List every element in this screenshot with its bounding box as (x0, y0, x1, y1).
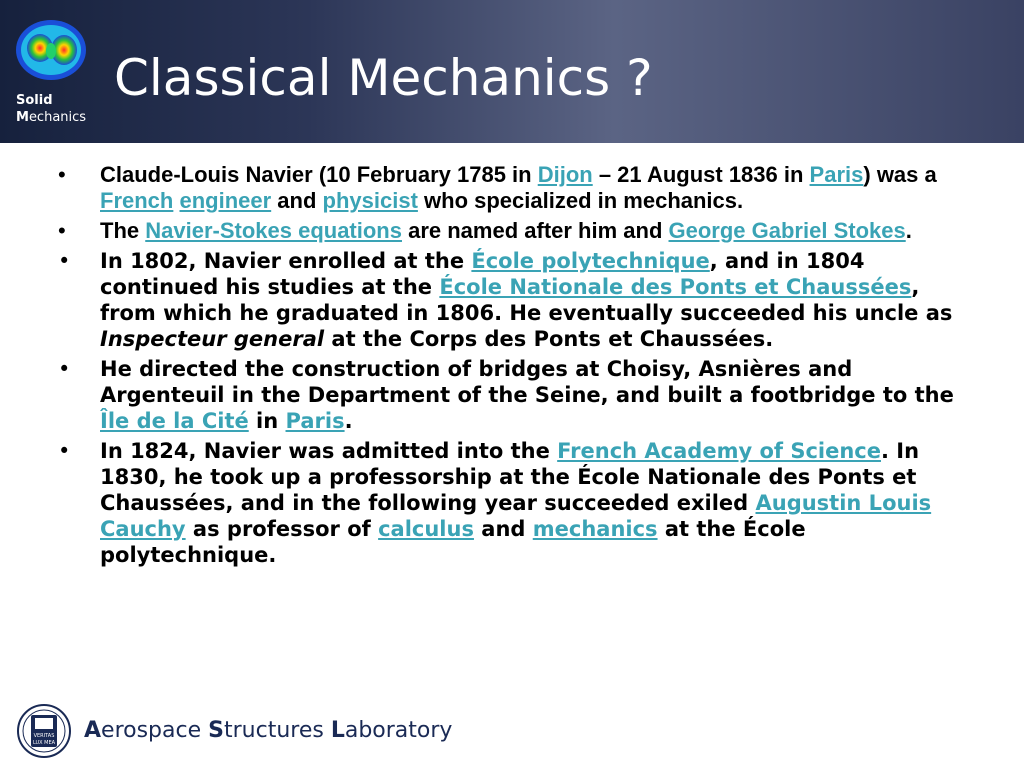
link-paris[interactable]: Paris (809, 162, 864, 187)
slide-title: Classical Mechanics ? (114, 49, 653, 107)
lab-name: Aerospace Structures Laboratory (84, 718, 453, 743)
bullet-list (58, 162, 958, 568)
link-french[interactable]: French (100, 188, 174, 213)
university-seal-icon (14, 703, 74, 759)
logo-line-2: Mechanics (16, 110, 87, 125)
link-ile-de-la-cite[interactable]: Île de la Cité (100, 409, 249, 433)
link-paris[interactable]: Paris (285, 409, 345, 433)
link-engineer[interactable]: engineer (179, 188, 272, 213)
bullet-dot: • (58, 162, 66, 187)
link-dijon[interactable]: Dijon (537, 162, 593, 187)
link-calculus[interactable]: calculus (378, 517, 474, 541)
link-french-academy-of-science[interactable]: French Academy of Science (557, 439, 881, 463)
logo-line-1: Solid (16, 93, 53, 108)
svg-text:VERITAS: VERITAS (33, 733, 55, 739)
slide-content (58, 162, 958, 572)
link-physicist[interactable]: physicist (322, 188, 418, 213)
slide-footer (0, 700, 1024, 768)
link-navier-stokes-equations[interactable]: Navier-Stokes equations (145, 218, 402, 243)
bullet-dot: • (58, 439, 71, 463)
solid-mechanics-logo-text (16, 92, 86, 126)
bullet-item: • He directed the construction of bridges at Choisy, Asnières and Argenteuil in the Department of the Seine, and built a footbridge to the Île de la Cité in Paris. (58, 357, 954, 433)
bullet-dot: • (58, 249, 71, 273)
bullet-dot: • (58, 357, 71, 381)
slide-header (0, 0, 1024, 143)
bullet-item: • Claude-Louis Navier (10 February 1785 in Dijon – 21 August 1836 in Paris) was a French engineer and physicist who specialized in mechanics. (58, 162, 937, 213)
link-augustin-louis-cauchy[interactable]: Augustin Louis Cauchy (100, 491, 932, 541)
solid-mechanics-logo-icon (14, 18, 88, 82)
bullet-item: • In 1824, Navier was admitted into the French Academy of Science. In 1830, he took up a professorship at the École Nationale des Ponts et Chaussées, and in the following year succeeded exiled Augustin Louis Cauchy as professor of calculus and mechanics at the École polytechnique. (58, 439, 932, 567)
italic-title: Inspecteur general (100, 327, 325, 351)
bullet-dot: • (58, 218, 66, 243)
link-ecole-polytechnique[interactable]: École polytechnique (471, 249, 710, 273)
svg-text:LUX MEA: LUX MEA (32, 740, 56, 746)
bullet-item: • The Navier-Stokes equations are named after him and George Gabriel Stokes. (58, 218, 912, 243)
bullet-item: • In 1802, Navier enrolled at the École polytechnique, and in 1804 continued his studies at the École Nationale des Ponts et Chaussées, from which he graduated in 1806. He eventually succeeded his uncle as Inspecteur general at the Corps des Ponts et Chaussées. (58, 249, 953, 351)
link-ecole-nationale-des-ponts[interactable]: École Nationale des Ponts et Chaussées (439, 275, 912, 299)
link-mechanics[interactable]: mechanics (532, 517, 658, 541)
link-george-gabriel-stokes[interactable]: George Gabriel Stokes (668, 218, 906, 243)
